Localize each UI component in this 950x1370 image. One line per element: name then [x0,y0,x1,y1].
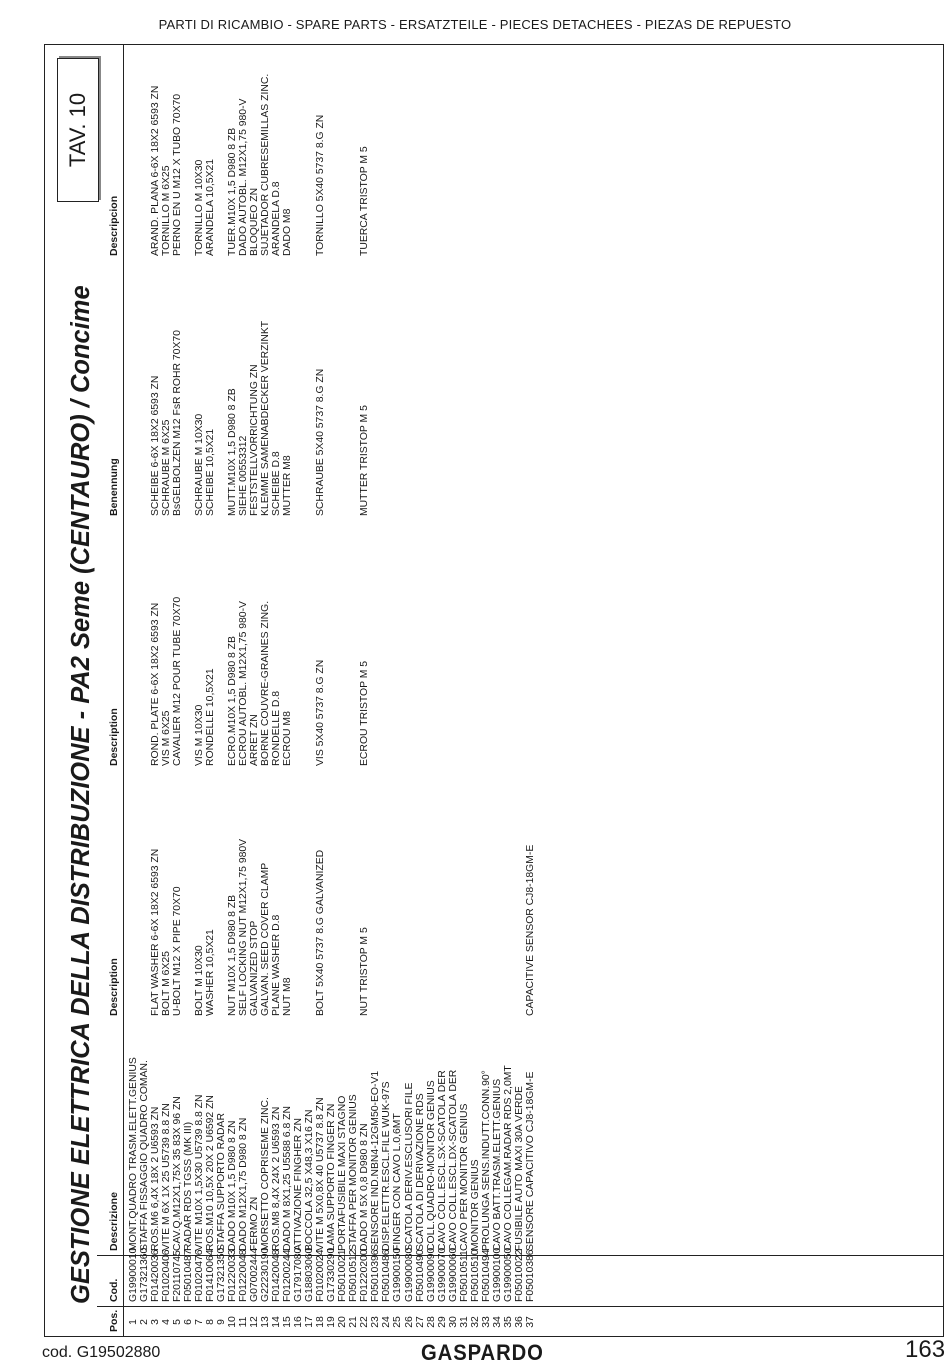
cell-desc-it: LAMA SUPPORTO FINGER ZN [326,1103,338,1251]
cell-code: G17321350 [216,1247,228,1302]
col-header-en: Description [108,958,120,1016]
table-row [205,45,216,1336]
table-row [238,45,249,1336]
page-header: PARTI DI RICAMBIO - SPARE PARTS - ERSATZTEILE - PIECES DETACHEES - PIEZAS DE REPUESTO [158,17,792,32]
cell-code: F05010511 [458,1250,470,1302]
cell-code: G18803060 [304,1247,316,1302]
cell-desc-it: VITE M10X 1,5X30 U5739 8.8 ZN [194,1094,206,1251]
table-row [426,45,437,1336]
cell-desc-it: ROS.M6 6,4X 18X 2 U6593 ZN [150,1106,162,1251]
col-header-de: Benennung [108,458,120,516]
cell-desc-en: BOLT M 6X25 [161,951,173,1016]
cell-desc-it: ROS.M8 8,4X 24X 2 U6593 ZN [271,1106,283,1251]
table-row [337,45,348,1336]
cell-desc-de: KLEMME SAMENABDECKER VERZINKT [260,320,272,516]
cell-code: F01410064 [205,1249,217,1302]
cell-desc-es: TORNILLO M 10X30 [194,159,206,256]
parts-table [97,45,943,1336]
cell-pos: 1 [128,1319,139,1325]
cell-desc-de: SCHEIBE 6-6X 18X2 6593 ZN [150,375,162,516]
cell-pos: 37 [524,1316,536,1328]
table-row [470,45,481,1336]
cell-pos: 17 [304,1316,316,1328]
cell-pos: 22 [359,1316,371,1328]
cell-code: F05010396 [370,1249,382,1302]
cell-desc-de: SCHEIBE D.8 [271,451,283,516]
cell-pos: 30 [447,1316,459,1328]
cell-code: G19900070 [436,1247,448,1302]
cell-pos: 2 [139,1319,151,1325]
col-header-fr: Description [108,708,120,766]
cell-desc-it: DADO M10X 1,5 D980 8 ZN [227,1120,239,1251]
cell-pos: 28 [425,1316,437,1328]
table-number-box: TAV. 10 [57,58,99,202]
cell-pos: 32 [469,1316,481,1328]
cell-desc-it: SCATOLA DERIV.ESCLUSORI FILE [403,1082,415,1251]
cell-desc-fr: ECRO.M10X 1,5 D980 8 ZB [227,636,239,766]
cell-code: F01220200 [359,1249,371,1302]
cell-desc-it: ROS.M10 10,5X 20X 2 U6592 ZN [205,1095,217,1251]
table-row [150,45,161,1336]
cell-desc-en: FLAT WASHER 6-6X 18X2 6593 ZN [150,848,162,1016]
table-row [282,45,293,1336]
cell-desc-en: NUT TRISTOP M 5 [359,927,371,1016]
table-row [359,45,370,1336]
cell-pos: 16 [293,1316,305,1328]
cell-code: F01200244 [282,1249,294,1302]
cell-desc-it: FUSIBILE AUTO MAXI 30A VERDE [513,1086,525,1251]
cell-code: F01420048 [271,1249,283,1302]
cell-desc-en: PLANE WASHER D.8 [271,914,283,1016]
cell-code: G19900060 [447,1247,459,1302]
cell-pos: 29 [436,1316,448,1328]
cell-code: F05010494 [480,1249,492,1302]
cell-code: G17330290 [326,1247,338,1302]
cell-pos: 5 [172,1319,184,1325]
cell-code: G19900050 [502,1247,514,1302]
cell-pos: 12 [249,1316,261,1328]
cell-desc-fr: ROND. PLATE 6-6X 18X2 6593 ZN [150,602,162,766]
cell-desc-es: SUJETADOR CUBRESEMILLAS ZINC. [260,73,272,256]
cell-desc-it: STAFFA PER MONITOR GENIUS [348,1094,360,1251]
cell-desc-en: BOLT M 10X30 [194,945,206,1016]
cell-pos: 7 [194,1319,206,1325]
cell-pos: 24 [381,1316,393,1328]
cell-desc-de: BsGELBOLZEN M12 FsR ROHR 70X70 [172,330,184,516]
cell-pos: 34 [491,1316,503,1328]
cell-desc-en: BOLT 5X40 5737 8.G GALVANIZED [315,849,327,1016]
table-row [293,45,304,1336]
table-row [139,45,150,1336]
cell-desc-it: BOCCOLA 32,5 X48,3 X16 ZN [304,1109,316,1251]
cell-desc-fr: RONDELLE 10,5X21 [205,668,217,766]
cell-desc-fr: ARRET ZN [249,714,261,766]
cell-desc-it: CAVO BATT.TRASM.ELETT.GENIUS [491,1078,503,1251]
cell-desc-fr: ECROU M8 [282,711,294,766]
cell-desc-it: DADO M12X1,75 D980 8 ZN [238,1117,250,1251]
cell-desc-en: NUT M10X 1,5 D980 8 ZB [227,894,239,1016]
page-number: 163 [905,1336,946,1363]
table-row [304,45,315,1336]
table-header-row [97,45,124,1336]
cell-code: F01220048 [238,1249,250,1302]
table-row [525,45,536,1336]
cell-desc-en: NUT M8 [282,977,294,1016]
cell-desc-en: WASHER 10,5X21 [205,929,217,1016]
table-row [227,45,238,1336]
cell-pos: 27 [414,1316,426,1328]
table-row [392,45,403,1336]
cell-desc-it: CAVO COLL.ESCL.SX-SCATOLA DER [436,1070,448,1251]
cell-code: F05010487 [183,1249,195,1302]
cell-desc-de: SCHRAUBE M 6X25 [161,419,173,516]
cell-code: F01420036 [150,1249,162,1302]
table-row [514,45,525,1336]
cell-code: G19900080 [403,1247,415,1302]
cell-desc-en: GALVAN. SEED COVER CLAMP [260,862,272,1016]
cell-code: F05010022 [513,1249,525,1302]
cell-desc-de: SCHRAUBE 5X40 5737 8.G ZN [315,368,327,516]
table-row [459,45,470,1336]
cell-code: F05010021 [337,1249,349,1302]
cell-desc-it: CAV.Q.M12X1,75X 35 83X 96 ZN [172,1096,184,1251]
cell-desc-fr: ECROU TRISTOP M 5 [359,660,371,766]
cell-desc-it: FINGER CON CAVO L.0,6MT [392,1113,404,1251]
cell-desc-es: TUER.M10X 1,5 D980 8 ZB [227,127,239,256]
table-row [370,45,381,1336]
footer-code: cod. G19502880 [42,1344,161,1361]
cell-desc-it: CAVO COLL.ESCL.DX-SCATOLA DER [447,1069,459,1251]
cell-desc-fr: CAVALIER M12 POUR TUBE 70X70 [172,596,184,766]
cell-desc-it: COLL.QUADRO-MONITOR GENIUS [425,1080,437,1251]
cell-desc-es: ARAND. PLANA 6-6X 18X2 6593 ZN [150,85,162,256]
cell-desc-it: DISP.ELETTR.ESCL.FILE WUK-97S [381,1081,393,1251]
cell-pos: 9 [216,1319,228,1325]
cell-desc-de: SCHEIBE 10,5X21 [205,428,217,516]
cell-pos: 6 [183,1319,195,1325]
cell-desc-fr: VIS M 6X25 [161,710,173,766]
cell-code: G19900010 [128,1247,139,1302]
table-row [448,45,459,1336]
table-row [437,45,448,1336]
cell-desc-it: STAFFA FISSAGGIO QUADRO COMAN. [139,1060,151,1251]
cell-pos: 20 [337,1316,349,1328]
cell-desc-es: PERNO EN U M12 X TUBO 70X70 [172,93,184,256]
table-row [249,45,260,1336]
table-row [172,45,183,1336]
table-row [481,45,492,1336]
page-title: GESTIONE ELETTRICA DELLA DISTRIBUZIONE - PA2 Seme (CENTAURO) / Concime [67,285,95,1304]
cell-desc-it: SCATOLA DI DERIVAZIONE RDS [414,1093,426,1251]
cell-desc-fr: VIS M 10X30 [194,704,206,766]
cell-pos: 19 [326,1316,338,1328]
cell-desc-it: RADAR RDS TGSS (MK III) [183,1121,195,1251]
table-row [315,45,326,1336]
cell-code: F01020476 [194,1249,206,1302]
cell-pos: 13 [260,1316,272,1328]
cell-desc-it: MONT.QUADRO TRASM.ELETT.GENIUS [128,1057,139,1251]
cell-pos: 3 [150,1319,162,1325]
cell-desc-de: FESTSTELLVORRICHTUNG ZN [249,364,261,516]
cell-pos: 15 [282,1316,294,1328]
cell-desc-it: VITE M 5X0,8X 40 U5737 8.8 ZN [315,1097,327,1251]
cell-pos: 18 [315,1316,327,1328]
col-header-es: Descripcion [108,195,120,256]
cell-code: F05010386 [524,1249,536,1302]
cell-pos: 10 [227,1316,239,1328]
col-header-it: Descrizione [108,1192,120,1251]
parts-table-frame [44,44,944,1337]
cell-desc-it: STAFFA SUPPORTO RADAR [216,1113,228,1251]
cell-desc-it: DADO M 5X 0,8 D980 8 ZN [359,1123,371,1251]
cell-code: G19900090 [425,1247,437,1302]
cell-pos: 35 [502,1316,514,1328]
cell-pos: 26 [403,1316,415,1328]
cell-code: F01020406 [161,1249,173,1302]
cell-code: G17321360 [139,1247,151,1302]
cell-code: G07002444 [249,1247,261,1302]
cell-pos: 21 [348,1316,360,1328]
cell-desc-es: TORNILLO 5X40 5737 8.G ZN [315,114,327,256]
cell-desc-it: PROLUNGA SENS.INDUTT.CONN.90° [480,1070,492,1251]
cell-desc-de: MUTTER TRISTOP M 5 [359,405,371,516]
cell-desc-de: SIEHE 00553312 [238,435,250,516]
cell-code: F05010510 [469,1249,481,1302]
cell-code: G17917080 [293,1247,305,1302]
table-row [260,45,271,1336]
cell-pos: 23 [370,1316,382,1328]
cell-desc-it: ATTIVAZIONE FINGHER ZN [293,1118,305,1251]
cell-code: G19900150 [392,1247,404,1302]
cell-pos: 33 [480,1316,492,1328]
cell-desc-fr: VIS 5X40 5737 8.G ZN [315,659,327,766]
cell-pos: 36 [513,1316,525,1328]
cell-code: G22230190 [260,1247,272,1302]
cell-desc-es: ARANDELA 10,5X21 [205,158,217,256]
cell-desc-it: CAVO PER MONITOR GENIUS [458,1103,470,1251]
table-row [194,45,205,1336]
table-row [128,45,139,1336]
table-row [326,45,337,1336]
table-row [492,45,503,1336]
cell-pos: 31 [458,1316,470,1328]
cell-desc-de: MUTTER M8 [282,455,294,516]
cell-desc-es: DADO M8 [282,208,294,256]
cell-desc-it: CAVO COLLEGAM.RADAR RDS 2,0MT [502,1065,514,1251]
cell-pos: 14 [271,1316,283,1328]
brand-logo: GASPARDO [421,1340,544,1365]
table-row [161,45,172,1336]
cell-desc-it: MONITOR GENIUS [469,1159,481,1251]
cell-pos: 4 [161,1319,173,1325]
table-row [503,45,514,1336]
table-row [404,45,415,1336]
cell-desc-de: SCHRAUBE M 10X30 [194,413,206,516]
table-row [216,45,227,1336]
cell-desc-it: VITE M 6X 1X 25 U5739 8.8 ZN [161,1103,173,1251]
cell-desc-it: SENSORE CAPACITIVO CJ8-18GM-E [524,1071,536,1251]
cell-code: F05010486 [381,1249,393,1302]
table-row [271,45,282,1336]
cell-pos: 8 [205,1319,217,1325]
cell-desc-es: TUERCA TRISTOP M 5 [359,146,371,256]
cell-code: F05010490 [414,1249,426,1302]
cell-code: G19900100 [491,1247,503,1302]
table-row [183,45,194,1336]
cell-desc-en: U-BOLT M12 X PIPE 70X70 [172,886,184,1016]
cell-desc-it: PORTAFUSIBILE MAXI STAGNO [337,1095,349,1251]
table-row [381,45,392,1336]
cell-code: F20110745 [172,1250,184,1302]
cell-desc-fr: BORNE COUVRE-GRAINES ZING. [260,600,272,766]
cell-desc-it: DADO M 8X1,25 U5588 6.8 ZN [282,1106,294,1251]
cell-desc-es: TORNILLO M 6X25 [161,165,173,256]
cell-pos: 25 [392,1316,404,1328]
cell-desc-es: ARANDELA D.8 [271,181,283,256]
rotated-sheet [45,45,943,1336]
cell-desc-it: MORSETTO COPRISEME ZINC. [260,1097,272,1251]
cell-code: F01220033 [227,1249,239,1302]
cell-desc-es: DADO AUTOBL. M12X1,75 980-V [238,98,250,256]
cell-desc-es: BLOQUEO ZN [249,187,261,256]
cell-desc-it: FERMO ZN [249,1196,261,1251]
cell-desc-de: MUTT.M10X 1,5 D980 8 ZB [227,388,239,516]
table-row [348,45,359,1336]
cell-code: F01020024 [315,1249,327,1302]
cell-code: F05010512 [348,1249,360,1302]
cell-desc-en: SELF LOCKING NUT M12X1,75 980V [238,838,250,1016]
cell-pos: 11 [238,1316,250,1328]
cell-desc-en: GALVANIZED STOP [249,920,261,1016]
cell-desc-fr: ECROU AUTOBL. M12X1,75 980-V [238,601,250,766]
cell-desc-it: SENSORE IND.NBN4-12GM50-EO-V1 [370,1070,382,1251]
col-header-cod: Cod. [108,1278,120,1302]
cell-desc-en: CAPACITIVE SENSOR CJ8-18GM-E [524,844,536,1016]
col-header-pos: Pos. [108,1309,120,1332]
cell-desc-fr: RONDELLE D.8 [271,690,283,766]
table-row [415,45,426,1336]
